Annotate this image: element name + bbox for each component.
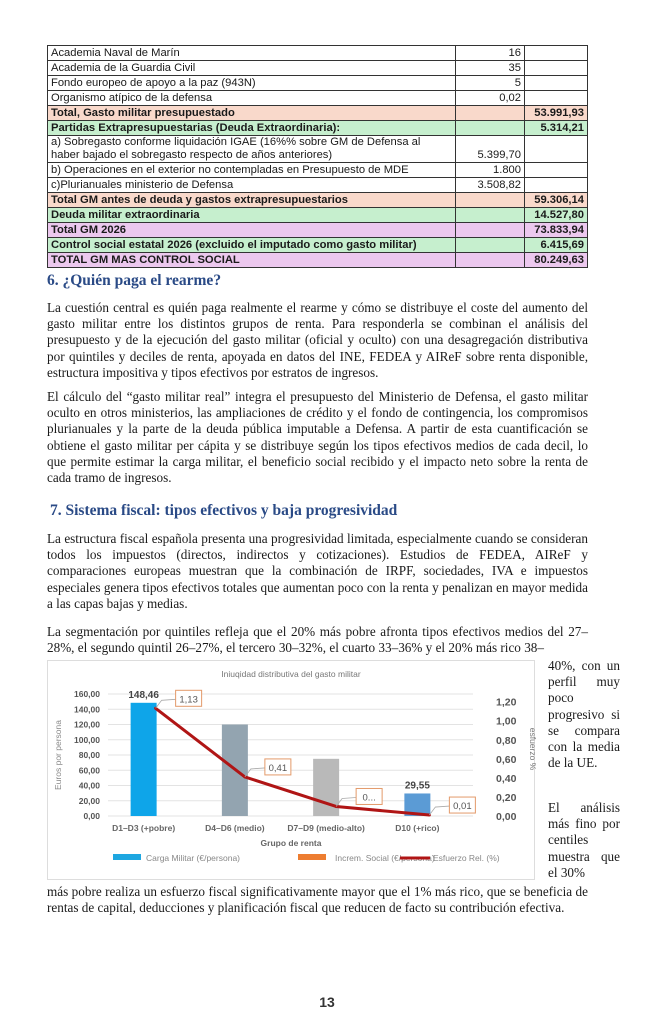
bar-data-label: 29,55 xyxy=(404,780,430,792)
section7-paragraph-2-top: La segmentación por quintiles refleja que el 20% más pobre afronta tipos efectivos medios del 27–28%, el segundo quintil 26–27%, el tercero 30–32%, el cuarto 33–36% y el 20% más rico 38– xyxy=(47,624,588,656)
y-tick-label: 100,00 xyxy=(74,734,100,745)
row-total xyxy=(525,61,588,76)
table-row xyxy=(48,238,588,253)
table-row xyxy=(48,46,588,61)
row-total: 6.415,69 xyxy=(525,238,588,253)
chart-svg xyxy=(48,661,538,879)
row-total xyxy=(525,76,588,91)
y-tick-label: 60,00 xyxy=(78,765,100,776)
row-label: a) Sobregasto conforme liquidación IGAE (16%% sobre GM de Defensa al haber bajado el sobregasto respecto de años anteriores) xyxy=(48,136,456,163)
row-total: 80.249,63 xyxy=(525,253,588,268)
table-row xyxy=(48,61,588,76)
section7-paragraph-2-side: 40%, con un perfil muy poco progresivo si se compara con la media de la UE. xyxy=(548,658,620,771)
y2-tick-label: 1,20 xyxy=(496,696,517,709)
section7-paragraph-3-side: El análisis más fino por centiles muestra que el 30% xyxy=(548,800,620,880)
y-tick-label: 0,00 xyxy=(83,811,100,821)
chart-container xyxy=(47,660,538,880)
row-total: 59.306,14 xyxy=(525,193,588,208)
y-tick-label: 20,00 xyxy=(78,795,100,806)
row-value xyxy=(456,193,525,208)
row-label: c)Plurianuales ministerio de Defensa xyxy=(48,178,456,193)
row-label: Deuda militar extraordinaria xyxy=(48,208,456,223)
row-total xyxy=(525,178,588,193)
legend-label: Esfuerzo Rel. (%) xyxy=(433,853,500,863)
row-value: 1.800 xyxy=(456,163,525,178)
table-row xyxy=(48,253,588,268)
section6-paragraph-2: El cálculo del “gasto militar real” integra el presupuesto del Ministerio de Defensa, el gasto militar oculto en otros ministerios, las ampliaciones de crédito y el fondo de contingencia, los compromisos plurianuales y la parte de la deuda pública imputable a Defensa. A partir de esta cuantificación se obtiene el gasto militar per cápita y se distribuye según los tipos efectivos medios de cada decil, lo que permite estimar la carga militar, el beneficio social recibido y el impacto neto sobre la renta de cada tramo de ingresos. xyxy=(47,389,588,486)
table-row xyxy=(48,76,588,91)
row-value xyxy=(456,106,525,121)
section7-paragraph-3-bottom: más pobre realiza un esfuerzo fiscal significativamente mayor que el 1% más rico, que se beneficia de rentas de capital, deducciones y planificación fiscal que reducen de facto su contribución efectiva. xyxy=(47,884,588,916)
y2-axis-label: esfuerzo % xyxy=(528,727,538,771)
x-tick-label: D10 (+rico) xyxy=(395,823,440,833)
table-row xyxy=(48,208,588,223)
row-value: 5.399,70 xyxy=(456,136,525,163)
section7-paragraph-1: La estructura fiscal española presenta una progresividad limitada, especialmente cuando se consideran todos los impuestos (directos, indirectos y cotizaciones). Estudios de FEDEA, AIReF y comparaciones europeas muestran que la combinación de IRPF, sociedades, IVA e impuestos especiales genera tipos efectivos totales que aumentan poco con la renta y penalizan en mayor medida a las capas bajas y medias. xyxy=(47,531,588,611)
table-row xyxy=(48,136,588,163)
row-value: 3.508,82 xyxy=(456,178,525,193)
row-value xyxy=(456,223,525,238)
section6-heading: 6. ¿Quién paga el rearme? xyxy=(47,272,222,289)
line-data-label: 0,41 xyxy=(268,762,288,774)
table-row xyxy=(48,91,588,106)
line-data-label: 0... xyxy=(362,792,376,804)
chart-title: Iniuqidad distributiva del gasto militar xyxy=(221,669,361,679)
row-value xyxy=(456,208,525,223)
row-value: 16 xyxy=(456,46,525,61)
row-label: Organismo atípico de la defensa xyxy=(48,91,456,106)
y-tick-label: 160,00 xyxy=(74,689,100,699)
x-tick-label: D1–D3 (+pobre) xyxy=(112,823,176,833)
y2-tick-label: 0,60 xyxy=(496,753,517,766)
bar-carga-militar xyxy=(131,703,157,816)
row-value xyxy=(456,253,525,268)
row-total xyxy=(525,136,588,163)
row-value xyxy=(456,121,525,136)
row-label: Academia Naval de Marín xyxy=(48,46,456,61)
y2-tick-label: 0,40 xyxy=(496,772,517,785)
table-row xyxy=(48,106,588,121)
row-value: 0,02 xyxy=(456,91,525,106)
table-row xyxy=(48,193,588,208)
x-tick-label: D7–D9 (medio-alto) xyxy=(287,823,365,833)
y-tick-label: 80,00 xyxy=(78,750,100,760)
table-row xyxy=(48,178,588,193)
y-axis-label: Euros por persona xyxy=(53,720,63,790)
row-label: b) Operaciones en el exterior no contempladas en Presupuesto de MDE xyxy=(48,163,456,178)
budget-table xyxy=(47,45,588,268)
x-tick-label: D4–D6 (medio) xyxy=(205,823,265,833)
row-label: Partidas Extrapresupuestarias (Deuda Extraordinaria): xyxy=(48,121,456,136)
row-label: Total GM 2026 xyxy=(48,223,456,238)
row-value: 5 xyxy=(456,76,525,91)
row-total: 73.833,94 xyxy=(525,223,588,238)
y2-tick-label: 0,00 xyxy=(496,811,517,823)
legend-swatch xyxy=(113,854,141,860)
row-label: Total GM antes de deuda y gastos extrapresupuestarios xyxy=(48,193,456,208)
row-value: 35 xyxy=(456,61,525,76)
line-data-label: 0,01 xyxy=(453,801,472,813)
row-total: 5.314,21 xyxy=(525,121,588,136)
table-row xyxy=(48,163,588,178)
section7-heading: 7. Sistema fiscal: tipos efectivos y baja progresividad xyxy=(50,502,398,519)
page-number: 13 xyxy=(319,994,335,1010)
x-axis-label: Grupo de renta xyxy=(260,838,322,848)
row-label: Fondo europeo de apoyo a la paz (943N) xyxy=(48,76,456,91)
row-total xyxy=(525,163,588,178)
y2-tick-label: 0,80 xyxy=(496,734,517,747)
legend-label: Carga Militar (€/persona) xyxy=(146,853,241,863)
y2-tick-label: 1,00 xyxy=(496,715,517,728)
row-total: 14.527,80 xyxy=(525,208,588,223)
section6-paragraph-1: La cuestión central es quién paga realmente el rearme y cómo se distribuye el coste del aumento del gasto militar entre los distintos grupos de renta. Para responderla se combinan el análisis del presupuesto y de la ejecución del gasto militar (oficial y oculto) con una desagregación distributiva por quintiles y deciles de renta, apoyada en datos del INE, FEDEA y AIReF sobre renta disponible, estructura impositiva y tipos efectivos por estratos de ingresos. xyxy=(47,300,588,380)
table-row xyxy=(48,121,588,136)
line-data-label: 1,13 xyxy=(179,694,198,706)
row-total xyxy=(525,46,588,61)
row-value xyxy=(456,238,525,253)
table-row xyxy=(48,223,588,238)
y-tick-label: 40,00 xyxy=(78,780,100,791)
row-total: 53.991,93 xyxy=(525,106,588,121)
label-leader xyxy=(429,806,449,815)
row-label: Academia de la Guardia Civil xyxy=(48,61,456,76)
row-label: Total, Gasto militar presupuestado xyxy=(48,106,456,121)
row-total xyxy=(525,91,588,106)
row-label: Control social estatal 2026 (excluido el imputado como gasto militar) xyxy=(48,238,456,253)
y2-tick-label: 0,20 xyxy=(496,791,517,804)
y-tick-label: 120,00 xyxy=(74,719,100,730)
bar-data-label: 148,46 xyxy=(128,689,159,701)
legend-swatch xyxy=(298,854,326,860)
y-tick-label: 140,00 xyxy=(74,704,100,715)
row-label: TOTAL GM MAS CONTROL SOCIAL xyxy=(48,253,456,268)
legend-label: Increm. Social (€/persona) xyxy=(335,853,435,863)
